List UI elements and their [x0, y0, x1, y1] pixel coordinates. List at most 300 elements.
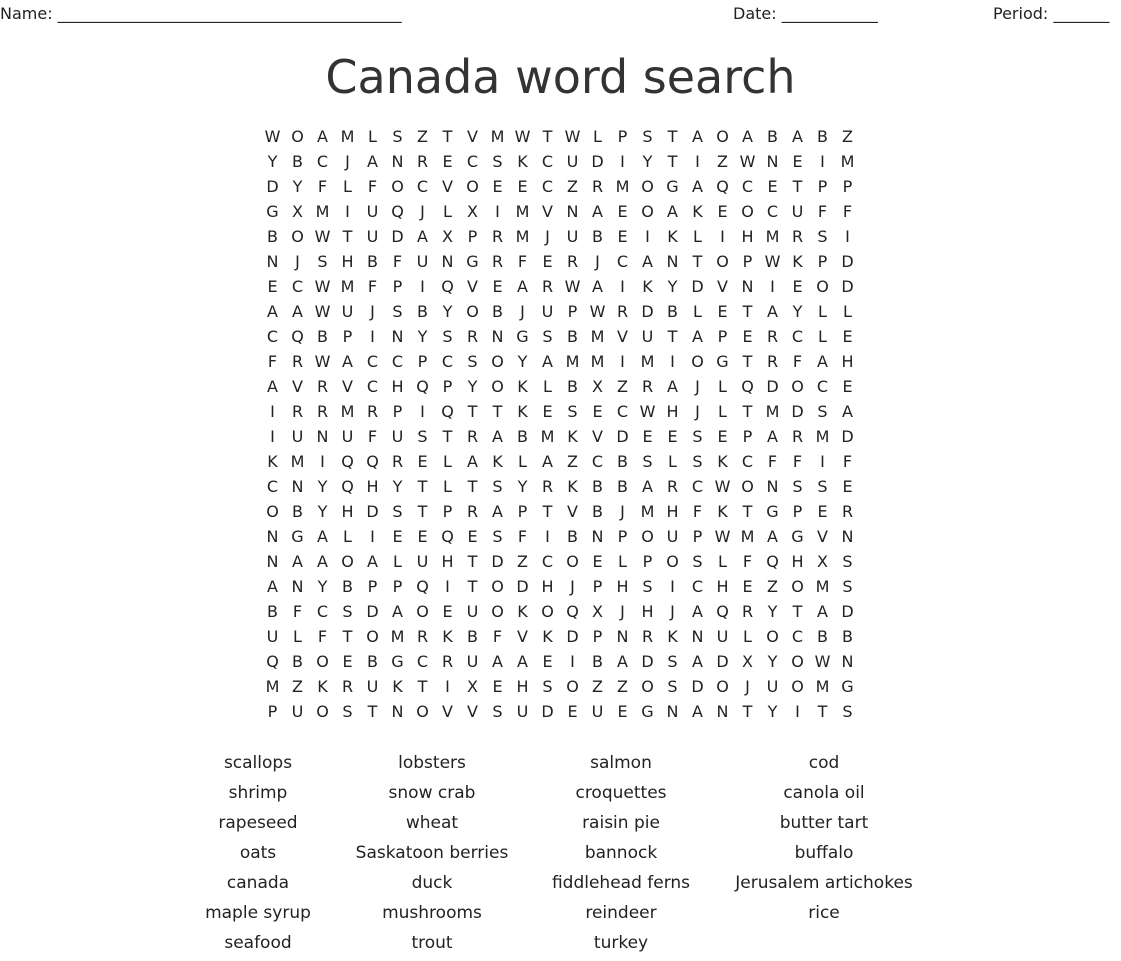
grid-letter: L: [718, 402, 727, 421]
grid-letter: H: [341, 502, 354, 521]
grid-letter: O: [391, 177, 404, 196]
grid-letter: M: [590, 327, 605, 346]
grid-letter: I: [820, 152, 825, 171]
grid-letter: E: [467, 527, 478, 546]
grid-letter: N: [391, 702, 404, 721]
grid-row: [260, 524, 860, 549]
grid-letter: K: [267, 452, 278, 471]
grid-letter: L: [443, 452, 452, 471]
grid-letter: B: [492, 302, 503, 321]
grid-letter: M: [815, 677, 830, 696]
grid-letter: P: [367, 577, 378, 596]
grid-letter: O: [716, 252, 729, 271]
grid-letter: C: [791, 327, 804, 346]
grid-letter: M: [840, 152, 855, 171]
grid-letter: V: [617, 327, 628, 346]
grid-letter: O: [541, 602, 554, 621]
grid-letter: O: [791, 577, 804, 596]
grid-letter: C: [266, 477, 279, 496]
grid-letter: R: [641, 377, 654, 396]
grid-letter: C: [416, 652, 429, 671]
grid-letter: I: [770, 277, 775, 296]
grid-letter: T: [817, 702, 828, 721]
grid-row: [260, 199, 860, 224]
grid-letter: H: [741, 227, 754, 246]
grid-letter: A: [692, 702, 703, 721]
word-list: [0, 751, 1121, 961]
word-column: [704, 751, 944, 931]
grid-letter: R: [791, 427, 804, 446]
grid-letter: C: [766, 202, 779, 221]
grid-letter: F: [517, 252, 528, 271]
grid-letter: G: [666, 177, 679, 196]
grid-letter: C: [316, 152, 329, 171]
grid-letter: B: [267, 602, 278, 621]
grid-letter: O: [266, 502, 279, 521]
grid-letter: A: [742, 127, 753, 146]
grid-letter: V: [292, 377, 303, 396]
grid-letter: C: [441, 352, 454, 371]
grid-letter: F: [517, 527, 528, 546]
grid-letter: S: [567, 402, 578, 421]
grid-letter: T: [667, 127, 678, 146]
grid-letter: D: [641, 652, 654, 671]
grid-letter: A: [317, 127, 328, 146]
grid-letter: Y: [442, 302, 453, 321]
grid-letter: T: [467, 577, 478, 596]
grid-letter: Y: [642, 152, 653, 171]
grid-letter: Y: [267, 152, 278, 171]
word-list-item: cod: [808, 753, 840, 773]
word-list-item: lobsters: [398, 753, 466, 773]
grid-letter: S: [417, 427, 428, 446]
grid-letter: I: [720, 227, 725, 246]
grid-letter: H: [541, 577, 554, 596]
grid-letter: P: [592, 577, 603, 596]
word-list-item: mushrooms: [382, 903, 482, 923]
grid-letter: B: [592, 227, 603, 246]
word-list-item: rapeseed: [218, 813, 298, 833]
grid-letter: E: [442, 602, 453, 621]
word-list-item: Jerusalem artichokes: [735, 873, 913, 893]
grid-letter: C: [416, 177, 429, 196]
grid-letter: P: [742, 252, 753, 271]
grid-letter: E: [567, 702, 578, 721]
grid-letter: D: [391, 227, 404, 246]
grid-letter: L: [593, 127, 602, 146]
grid-letter: A: [692, 177, 703, 196]
grid-letter: J: [670, 602, 675, 621]
grid-letter: F: [842, 452, 853, 471]
period-field-label: Period: _______: [993, 4, 1110, 23]
grid-letter: L: [743, 627, 752, 646]
grid-letter: F: [292, 602, 303, 621]
grid-letter: A: [767, 427, 778, 446]
grid-letter: H: [616, 577, 629, 596]
grid-letter: S: [492, 527, 503, 546]
grid-letter: N: [616, 627, 629, 646]
grid-letter: O: [316, 652, 329, 671]
grid-letter: S: [342, 702, 353, 721]
grid-letter: A: [467, 452, 478, 471]
grid-letter: F: [317, 627, 328, 646]
grid-letter: T: [467, 477, 478, 496]
grid-letter: I: [620, 352, 625, 371]
grid-letter: L: [818, 327, 827, 346]
grid-letter: I: [645, 227, 650, 246]
grid-letter: I: [845, 227, 850, 246]
grid-letter: F: [317, 177, 328, 196]
word-list-item: rice: [808, 903, 840, 923]
grid-letter: A: [367, 152, 378, 171]
grid-letter: J: [545, 227, 550, 246]
grid-letter: S: [342, 602, 353, 621]
grid-letter: K: [517, 152, 528, 171]
grid-letter: R: [466, 427, 479, 446]
grid-letter: Y: [417, 327, 428, 346]
grid-letter: C: [541, 177, 554, 196]
grid-letter: S: [692, 452, 703, 471]
grid-letter: W: [314, 227, 331, 246]
grid-letter: N: [441, 252, 454, 271]
grid-letter: T: [742, 402, 753, 421]
grid-letter: B: [817, 627, 828, 646]
grid-letter: O: [341, 552, 354, 571]
grid-letter: Q: [341, 477, 354, 496]
grid-row: [260, 299, 860, 324]
word-list-item: raisin pie: [582, 813, 660, 833]
grid-letter: M: [565, 352, 580, 371]
grid-letter: Q: [441, 402, 454, 421]
grid-letter: R: [416, 627, 429, 646]
grid-letter: E: [342, 652, 353, 671]
grid-letter: L: [518, 452, 527, 471]
grid-letter: S: [542, 677, 553, 696]
grid-letter: V: [817, 527, 828, 546]
grid-letter: M: [765, 227, 780, 246]
grid-letter: W: [314, 302, 331, 321]
grid-letter: L: [443, 202, 452, 221]
grid-letter: R: [541, 277, 554, 296]
grid-letter: K: [517, 402, 528, 421]
grid-letter: W: [764, 252, 781, 271]
word-list-item: buffalo: [794, 843, 854, 863]
grid-letter: N: [291, 477, 304, 496]
page-title: Canada word search: [325, 50, 796, 104]
grid-letter: V: [467, 277, 478, 296]
grid-letter: I: [545, 527, 550, 546]
grid-letter: O: [291, 227, 304, 246]
grid-letter: S: [817, 402, 828, 421]
grid-letter: N: [766, 477, 779, 496]
grid-letter: M: [615, 177, 630, 196]
grid-letter: K: [567, 427, 578, 446]
grid-letter: Q: [441, 527, 454, 546]
grid-letter: W: [314, 352, 331, 371]
grid-letter: R: [491, 227, 504, 246]
grid-letter: Y: [392, 477, 403, 496]
grid-letter: A: [792, 127, 803, 146]
grid-letter: V: [342, 377, 353, 396]
grid-letter: F: [692, 502, 703, 521]
grid-letter: U: [716, 627, 729, 646]
grid-letter: O: [491, 377, 504, 396]
grid-letter: V: [567, 502, 578, 521]
grid-row: [260, 574, 860, 599]
grid-letter: V: [467, 702, 478, 721]
grid-letter: N: [391, 327, 404, 346]
grid-letter: X: [742, 652, 753, 671]
grid-letter: L: [718, 377, 727, 396]
grid-letter: L: [343, 527, 352, 546]
grid-letter: D: [641, 302, 654, 321]
grid-letter: G: [716, 352, 729, 371]
grid-letter: B: [267, 227, 278, 246]
grid-letter: D: [266, 177, 279, 196]
grid-letter: C: [366, 352, 379, 371]
grid-letter: G: [766, 502, 779, 521]
grid-letter: Q: [716, 177, 729, 196]
grid-letter: K: [392, 677, 403, 696]
grid-letter: O: [766, 627, 779, 646]
grid-letter: P: [592, 627, 603, 646]
grid-letter: L: [693, 302, 702, 321]
grid-letter: I: [570, 652, 575, 671]
grid-letter: W: [589, 302, 606, 321]
grid-letter: R: [316, 402, 329, 421]
grid-letter: E: [617, 702, 628, 721]
grid-letter: Y: [317, 477, 328, 496]
grid-letter: A: [517, 277, 528, 296]
grid-letter: F: [367, 277, 378, 296]
grid-letter: R: [341, 677, 354, 696]
grid-letter: O: [741, 202, 754, 221]
grid-letter: M: [640, 352, 655, 371]
grid-letter: O: [466, 177, 479, 196]
grid-letter: L: [818, 302, 827, 321]
grid-letter: O: [741, 477, 754, 496]
grid-letter: Y: [292, 177, 303, 196]
word-list-item: oats: [239, 843, 277, 863]
grid-letter: R: [491, 252, 504, 271]
grid-letter: U: [591, 702, 604, 721]
grid-letter: I: [795, 702, 800, 721]
grid-letter: E: [717, 427, 728, 446]
grid-letter: M: [340, 127, 355, 146]
grid-letter: O: [691, 352, 704, 371]
grid-letter: V: [542, 202, 553, 221]
grid-letter: Y: [467, 377, 478, 396]
grid-letter: G: [841, 677, 854, 696]
grid-letter: G: [791, 527, 804, 546]
grid-letter: O: [491, 352, 504, 371]
grid-letter: S: [817, 477, 828, 496]
grid-letter: P: [792, 502, 803, 521]
grid-letter: O: [641, 177, 654, 196]
grid-letter: N: [316, 427, 329, 446]
grid-letter: H: [841, 352, 854, 371]
word-list-item: trout: [411, 933, 453, 953]
grid-letter: A: [592, 202, 603, 221]
grid-letter: B: [292, 152, 303, 171]
grid-letter: L: [843, 302, 852, 321]
grid-letter: K: [567, 477, 578, 496]
grid-letter: P: [742, 427, 753, 446]
grid-letter: Z: [292, 677, 303, 696]
grid-letter: D: [366, 602, 379, 621]
grid-letter: Q: [716, 602, 729, 621]
grid-letter: R: [416, 152, 429, 171]
grid-letter: E: [617, 227, 628, 246]
grid-letter: S: [842, 577, 853, 596]
grid-letter: X: [442, 227, 453, 246]
grid-letter: E: [417, 527, 428, 546]
grid-letter: J: [695, 402, 700, 421]
grid-letter: S: [842, 702, 853, 721]
grid-letter: A: [767, 527, 778, 546]
grid-letter: G: [391, 652, 404, 671]
grid-letter: D: [716, 652, 729, 671]
grid-letter: Z: [717, 152, 728, 171]
grid-letter: C: [691, 577, 704, 596]
grid-letter: A: [692, 652, 703, 671]
grid-letter: N: [591, 527, 604, 546]
grid-letter: S: [642, 577, 653, 596]
grid-letter: S: [467, 352, 478, 371]
grid-row: [260, 449, 860, 474]
grid-letter: N: [491, 327, 504, 346]
grid-letter: N: [291, 577, 304, 596]
grid-letter: X: [292, 202, 303, 221]
grid-letter: M: [490, 127, 505, 146]
grid-letter: R: [441, 652, 454, 671]
grid-letter: O: [666, 552, 679, 571]
grid-letter: U: [416, 252, 429, 271]
grid-letter: G: [466, 252, 479, 271]
grid-letter: Z: [767, 577, 778, 596]
grid-letter: R: [316, 377, 329, 396]
grid-letter: A: [842, 402, 853, 421]
grid-row: [260, 699, 860, 724]
grid-letter: D: [566, 627, 579, 646]
grid-letter: W: [564, 127, 581, 146]
grid-letter: T: [542, 502, 553, 521]
grid-letter: W: [264, 127, 281, 146]
grid-letter: L: [343, 177, 352, 196]
grid-letter: B: [317, 327, 328, 346]
grid-letter: E: [542, 252, 553, 271]
grid-letter: A: [267, 577, 278, 596]
grid-letter: Y: [667, 277, 678, 296]
grid-letter: F: [492, 627, 503, 646]
grid-letter: L: [718, 552, 727, 571]
grid-letter: B: [617, 452, 628, 471]
grid-row: [260, 149, 860, 174]
grid-letter: B: [467, 627, 478, 646]
grid-letter: Y: [767, 602, 778, 621]
grid-letter: O: [416, 702, 429, 721]
grid-letter: B: [567, 327, 578, 346]
grid-letter: O: [816, 277, 829, 296]
grid-letter: M: [815, 577, 830, 596]
grid-letter: S: [492, 702, 503, 721]
grid-letter: I: [445, 577, 450, 596]
grid-letter: S: [692, 427, 703, 446]
grid-letter: E: [517, 177, 528, 196]
grid-letter: B: [592, 477, 603, 496]
grid-letter: I: [670, 352, 675, 371]
grid-letter: A: [492, 502, 503, 521]
grid-letter: T: [442, 427, 453, 446]
grid-row: [260, 174, 860, 199]
grid-letter: X: [467, 677, 478, 696]
grid-letter: B: [567, 377, 578, 396]
grid-letter: J: [520, 302, 525, 321]
grid-letter: O: [566, 677, 579, 696]
word-list-item: wheat: [405, 813, 459, 833]
grid-letter: F: [817, 202, 828, 221]
grid-letter: Y: [517, 352, 528, 371]
grid-letter: P: [392, 402, 403, 421]
grid-letter: Y: [767, 702, 778, 721]
grid-letter: D: [841, 277, 854, 296]
grid-letter: C: [291, 277, 304, 296]
grid-letter: L: [443, 477, 452, 496]
grid-letter: P: [617, 127, 628, 146]
grid-letter: K: [717, 452, 728, 471]
grid-letter: C: [616, 252, 629, 271]
grid-row: [260, 649, 860, 674]
grid-row: [260, 624, 860, 649]
grid-letter: A: [317, 552, 328, 571]
grid-letter: C: [541, 152, 554, 171]
grid-letter: V: [467, 127, 478, 146]
grid-letter: Q: [341, 452, 354, 471]
grid-letter: A: [617, 652, 628, 671]
grid-letter: O: [641, 202, 654, 221]
grid-letter: L: [368, 127, 377, 146]
grid-letter: Y: [767, 652, 778, 671]
grid-letter: J: [370, 302, 375, 321]
grid-letter: O: [791, 677, 804, 696]
grid-letter: T: [417, 502, 428, 521]
grid-letter: E: [617, 202, 628, 221]
grid-letter: Y: [317, 577, 328, 596]
grid-letter: D: [541, 702, 554, 721]
grid-letter: P: [517, 502, 528, 521]
grid-letter: M: [740, 527, 755, 546]
grid-letter: O: [566, 552, 579, 571]
grid-letter: Z: [567, 452, 578, 471]
grid-letter: P: [692, 527, 703, 546]
grid-letter: N: [766, 152, 779, 171]
grid-letter: D: [841, 427, 854, 446]
grid-letter: L: [693, 227, 702, 246]
grid-letter: Z: [842, 127, 853, 146]
grid-letter: O: [291, 127, 304, 146]
grid-letter: E: [792, 152, 803, 171]
grid-letter: F: [267, 352, 278, 371]
grid-letter: E: [792, 277, 803, 296]
grid-letter: E: [542, 652, 553, 671]
grid-letter: R: [466, 327, 479, 346]
grid-letter: Q: [441, 277, 454, 296]
grid-letter: K: [792, 252, 803, 271]
grid-letter: D: [691, 277, 704, 296]
grid-letter: A: [492, 427, 503, 446]
grid-letter: O: [316, 702, 329, 721]
grid-letter: S: [392, 127, 403, 146]
